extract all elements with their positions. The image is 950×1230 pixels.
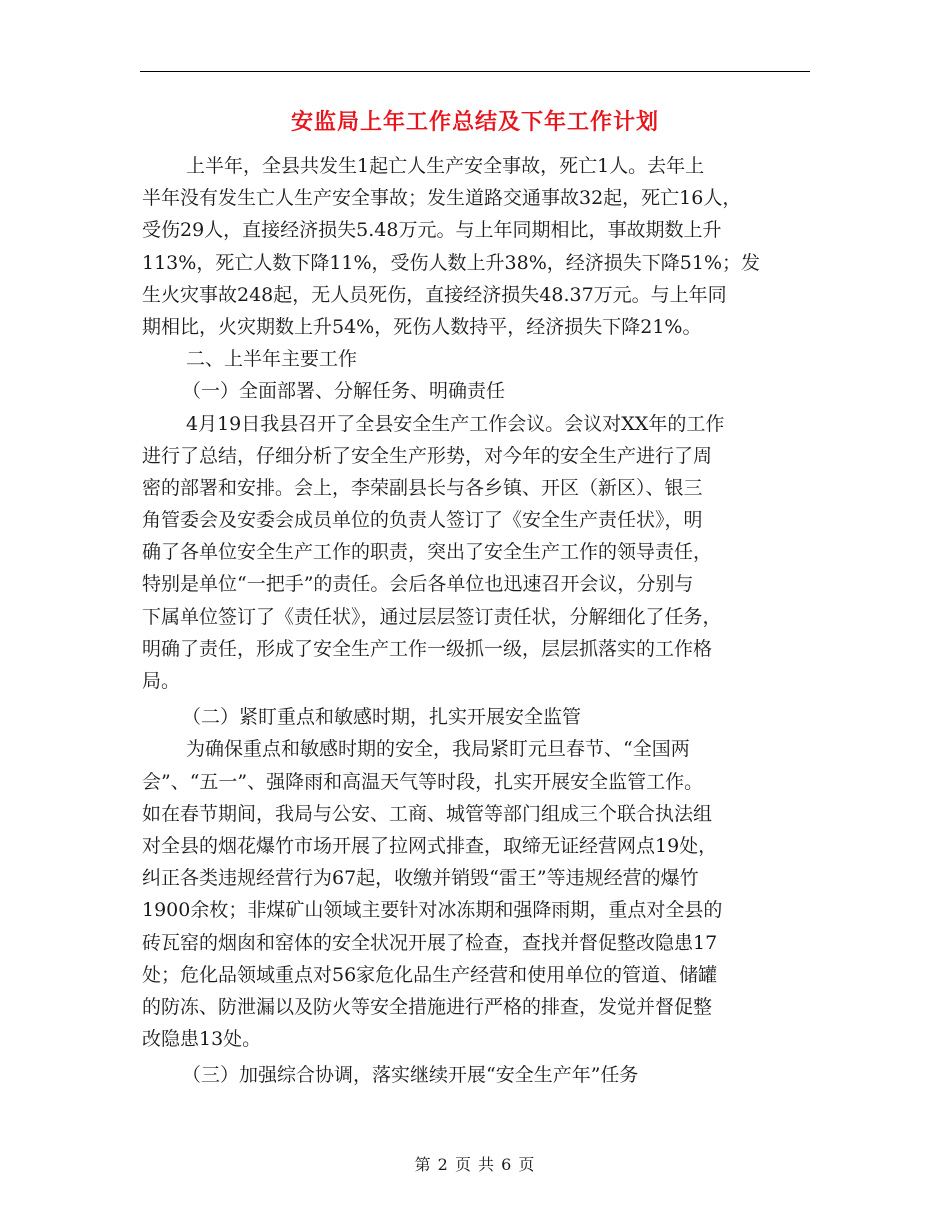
page-number-footer: 第 2 页 共 6 页 <box>414 1155 536 1174</box>
text-line: 处；危化品领域重点对56家危化品生产经营和使用单位的管道、储罐 <box>142 963 718 986</box>
text-line: 确了各单位安全生产工作的职责，突出了安全生产工作的领导责任， <box>142 541 713 564</box>
text-line: 角管委会及安委会成员单位的负责人签订了《安全生产责任状》，明 <box>142 509 703 532</box>
text-line: 受伤29人，直接经济损失5.48万元。与上年同期相比，事故期数上升 <box>142 219 722 242</box>
text-line: 改隐患13处。 <box>142 1028 262 1051</box>
text-line: 进行了总结，仔细分析了安全生产形势，对今年的安全生产进行了周 <box>142 444 713 467</box>
header-rule <box>140 71 810 72</box>
text-line: 1900余枚；非煤矿山领域主要针对冰冻期和强降雨期，重点对全县的 <box>142 899 723 922</box>
text-line: 局。 <box>142 670 181 692</box>
text-line: 下属单位签订了《责任状》，通过层层签订责任状，分解细化了任务， <box>142 605 722 628</box>
text-line: 对全县的烟花爆竹市场开展了拉网式排查，取缔无证经营网点19处， <box>142 834 718 857</box>
text-line: 的防冻、防泄漏以及防火等安全措施进行严格的排查，发觉并督促整 <box>142 995 713 1018</box>
text-line: 生火灾事故248起，无人员死伤，直接经济损失48.37万元。与上年同 <box>142 283 727 306</box>
text-line: 4月19日我县召开了全县安全生产工作会议。会议对XX年的工作 <box>186 412 725 435</box>
text-line: （一）全面部署、分解任务、明确责任 <box>182 380 506 403</box>
text-line: 纠正各类违规经营行为67起，收缴并销毁“雷王”等违规经营的爆竹 <box>142 867 699 890</box>
text-line: 为确保重点和敏感时期的安全，我局紧盯元旦春节、“全国两 <box>186 738 690 761</box>
text-line: （三）加强综合协调，落实继续开展“安全生产年”任务 <box>182 1064 639 1087</box>
text-line: 二、上半年主要工作 <box>186 348 358 371</box>
document-title: 安监局上年工作总结及下年工作计划 <box>290 110 659 135</box>
text-line: 特别是单位“一把手”的责任。会后各单位也迅速召开会议，分别与 <box>142 573 694 596</box>
text-line: 明确了责任，形成了安全生产工作一级抓一级，层层抓落实的工作格 <box>142 637 713 660</box>
text-line: 半年没有发生亡人生产安全事故；发生道路交通事故32起，死亡16人， <box>142 187 742 210</box>
text-line: 会”、“五一”、强降雨和高温天气等时段，扎实开展安全监管工作。 <box>142 770 704 793</box>
text-line: 113%，死亡人数下降11%，受伤人数上升38%，经济损失下降51%；发 <box>142 251 761 274</box>
text-line: 上半年，全县共发生1起亡人生产安全事故，死亡1人。去年上 <box>186 155 705 177</box>
text-line: 砖瓦窑的烟囱和窑体的安全状况开展了检查，查找并督促整改隐患17 <box>142 931 718 954</box>
text-line: 期相比，火灾期数上升54%，死伤人数持平，经济损失下降21%。 <box>142 315 702 338</box>
text-line: （二）紧盯重点和敏感时期，扎实开展安全监管 <box>182 706 582 729</box>
text-line: 如在春节期间，我局与公安、工商、城管等部门组成三个联合执法组 <box>142 802 713 825</box>
text-line: 密的部署和安排。会上，李荣副县长与各乡镇、开区（新区）、银三 <box>142 476 703 499</box>
document-body <box>142 150 832 1091</box>
